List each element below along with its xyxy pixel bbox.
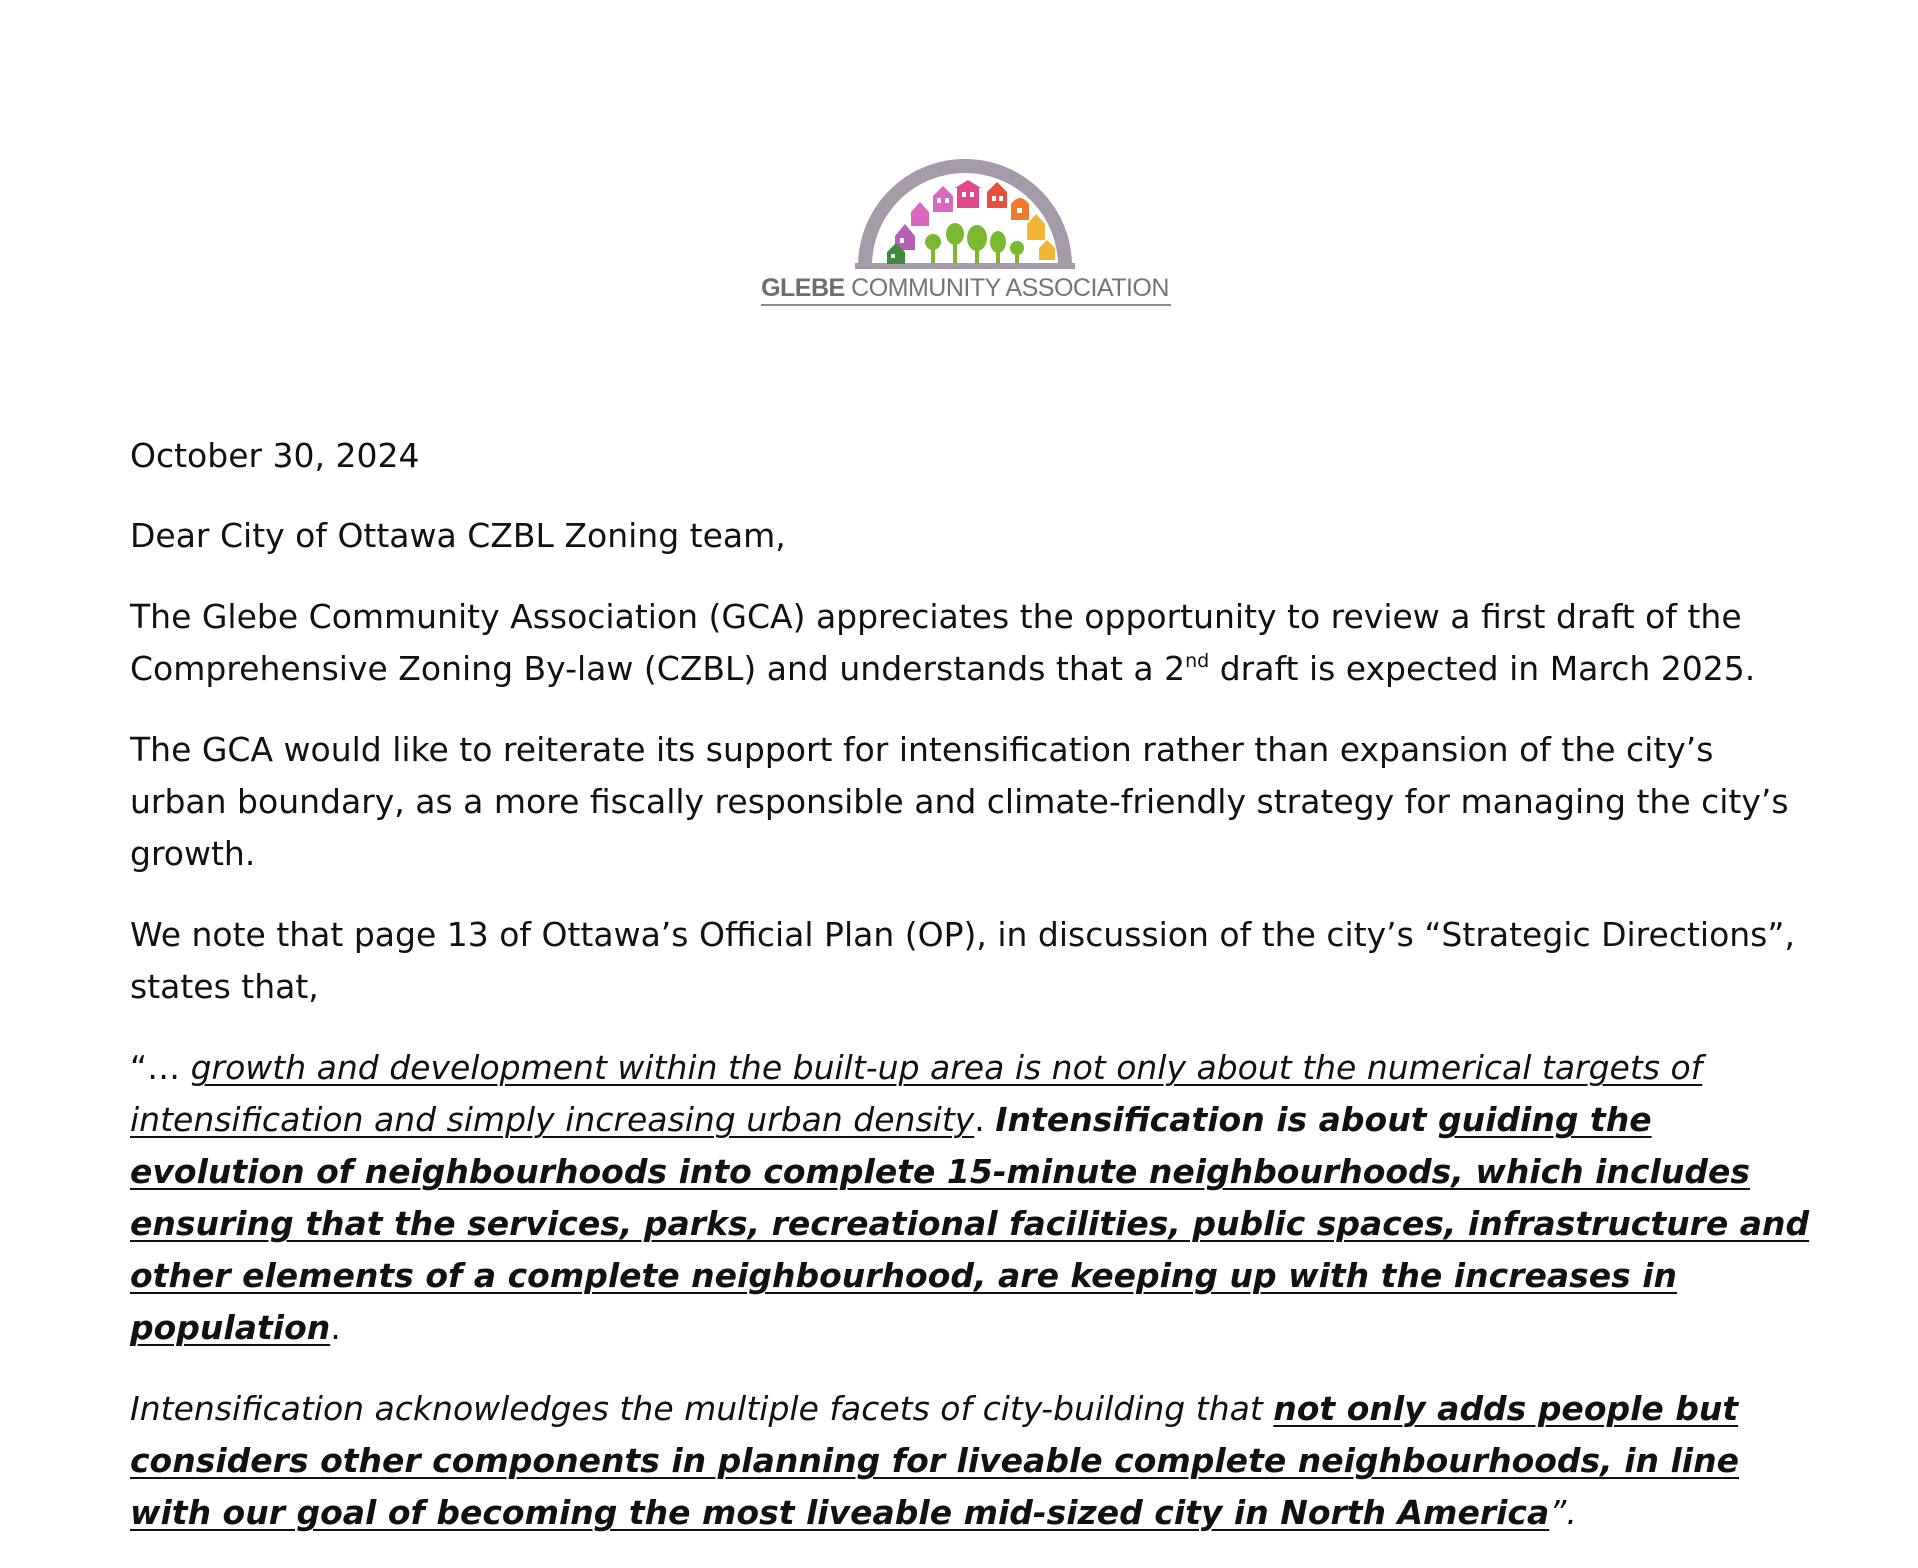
quote-underlined-text: growth and development within the built-up area is not only about the numerical targets of intensification and simply increasing urban density xyxy=(130,1048,1703,1139)
quote-open: “… xyxy=(130,1048,191,1087)
logo-name-bold: GLEBE xyxy=(761,274,845,302)
quote-paragraph-1 xyxy=(130,1042,1820,1354)
organization-name xyxy=(755,274,1175,303)
logo-underline xyxy=(761,304,1171,306)
quote-period: . xyxy=(974,1100,996,1139)
letter-date: October 30, 2024 xyxy=(130,436,420,475)
logo-name-rest: COMMUNITY ASSOCIATION xyxy=(844,274,1169,302)
ordinal-suffix: nd xyxy=(1185,650,1210,672)
paragraph-support: The GCA would like to reiterate its support for intensification rather than expansion of the city’s urban boundary, as a more fiscally responsible and climate-friendly strategy for managing the city’s growth. xyxy=(130,730,1789,873)
quote2-end: ”. xyxy=(1549,1493,1577,1532)
paragraph-intro xyxy=(130,591,1820,695)
gca-logo xyxy=(755,152,1175,312)
paragraph-intro-text: The Glebe Community Association (GCA) appreciates the opportunity to review a first draft of the Comprehensive Zoning By-law (CZBL) and understands that a 2 xyxy=(130,597,1742,688)
trees-icon xyxy=(925,223,1024,264)
rainbow-houses-icon xyxy=(755,152,1175,272)
letter-body xyxy=(130,430,1820,1568)
quote2-bold-underlined-text: not only adds people but considers other components in planning for liveable complete neighbourhoods, in line with our goal of becoming the most liveable mid-sized city in North America xyxy=(130,1389,1739,1532)
quote-bold-underlined-text: guiding the evolution of neighbourhoods into complete 15-minute neighbourhoods, which includes ensuring that the services, parks, recreational facilities, public spaces, infrastructure and other elements of a complete neighbourhood, are keeping up with the increases in population xyxy=(130,1100,1810,1347)
paragraph-official-plan: We note that page 13 of Ottawa’s Official Plan (OP), in discussion of the city’s “Strategic Directions”, states that, xyxy=(130,915,1795,1006)
salutation: Dear City of Ottawa CZBL Zoning team, xyxy=(130,516,786,555)
paragraph-intro-text-end: draft is expected in March 2025. xyxy=(1209,649,1756,688)
quote-bold-text: Intensification is about xyxy=(995,1100,1438,1139)
quote-paragraph-2 xyxy=(130,1383,1820,1539)
quote-end: . xyxy=(330,1308,341,1347)
quote2-italic-text: Intensification acknowledges the multiple facets of city-building that xyxy=(130,1389,1274,1428)
